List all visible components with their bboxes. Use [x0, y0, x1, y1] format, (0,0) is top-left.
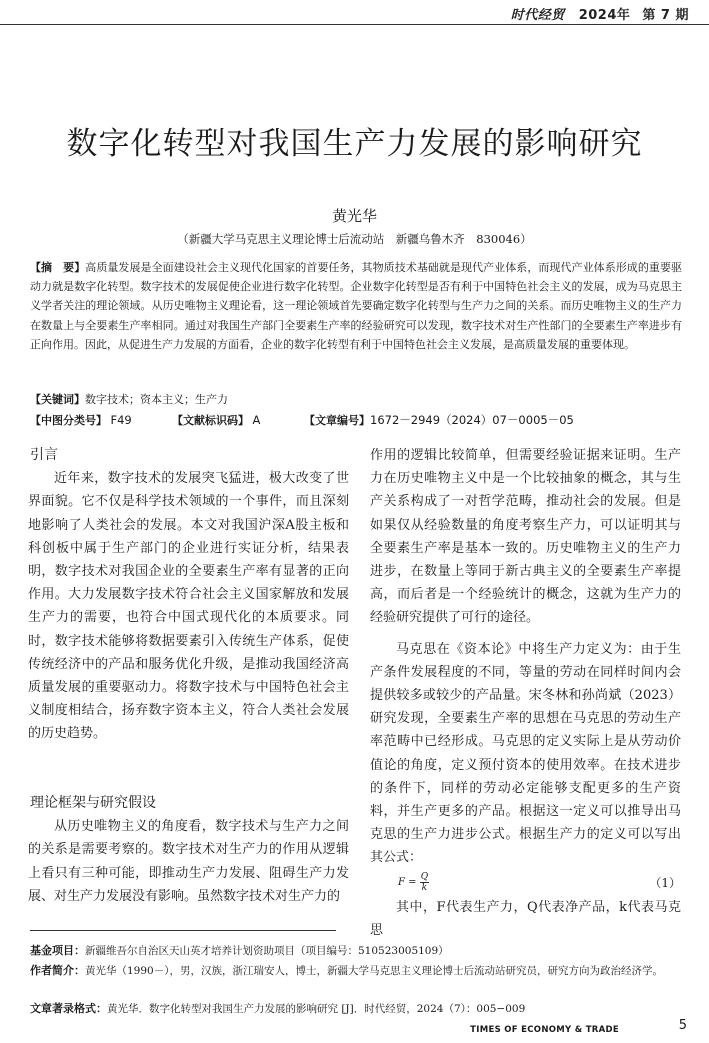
abstract-text: 高质量发展是全面建设社会主义现代化国家的首要任务，其物质技术基础就是现代产业体系，而现代产业体系形成的重要驱动力就是数字化转型。数字技术的发展促使企业进行数字化转型。企业数字化转型是否有利于中国特色社会主义的发展，成为马克思主义学者关注的理论领域。从历史唯物主义理论看，这一理论领域首先要确定数字化转型与生产力之间的关系。而历史唯物主义的生产力在数量上与全要素生产率相同。通过对我国生产部门全要素生产率的经验研究可以发现，数字技术对生产性部门的全要素生产率进步有正向作用。因此，从促进生产力发展的方面看，企业的数字化转型有利于中国特色社会主义发展，是高质量发展的重要体现。	[30, 261, 683, 351]
formula-denominator: k	[421, 882, 428, 893]
formula-1	[370, 870, 681, 896]
author-affiliation: （新疆大学马克思主义理论博士后流动站 新疆乌鲁木齐 830046）	[177, 232, 532, 246]
article-number-value: 1672－2949（2024）07－0005－05	[370, 413, 574, 427]
formula-lhs: F =	[398, 876, 417, 888]
section-heading-theory: 理论框架与研究假设	[30, 795, 156, 811]
clc-label: 【中图分类号】	[30, 414, 107, 427]
header-rule	[0, 24, 709, 25]
keywords	[30, 391, 228, 407]
journal-issue: 第 7 期	[642, 8, 689, 23]
citation-label: 文章著录格式：	[30, 1002, 107, 1015]
journal-name: 时代经贸	[510, 8, 565, 23]
footnote-fund	[30, 942, 682, 960]
author-name: 黄光华	[331, 207, 377, 225]
fund-label: 基金项目：	[30, 944, 85, 957]
theory-paragraph: 从历史唯物主义的角度看，数字技术与生产力之间的关系是需要考察的。数字技术对生产力的作用从逻辑上看只有三种可能，即推动生产力发展、阻碍生产力发展、对生产力发展没有影响。虽然数字技术对生产力的	[28, 819, 349, 904]
keywords-label: 【关键词】	[30, 393, 85, 406]
intro-paragraph: 近年来，数字技术的发展突飞猛进，极大改变了世界面貌。它不仅是科学技术领域的一个事件，而且深刻地影响了人类社会的发展。本文对我国沪深A股主板和科创板中属于生产部门的企业进行实证分析，结果表明，数字技术对我国企业的全要素生产率有显著的正向作用。大力发展数字技术符合社会主义国家解放和发展生产力的需要，也符合中国式现代化的本质要求。同时，数字技术能够将数据要素引入传统生产体系，促使传统经济中的产品和服务优化升级，是推动我国经济高质量发展的重要驱动力。将数字技术与中国特色社会主义制度相结合，扬弃数字资本主义，符合人类社会发展的历史趋势。	[28, 471, 349, 742]
column-left-lower	[28, 792, 349, 908]
abstract-label: 【摘 要】	[30, 261, 86, 274]
footnote-author	[30, 962, 682, 980]
column-right	[370, 444, 681, 942]
section-heading-intro: 引言	[30, 447, 58, 463]
journal-year: 2024年	[578, 8, 631, 23]
doc-code-value: A	[252, 413, 261, 427]
column-left	[28, 444, 349, 746]
classification-line	[30, 412, 574, 428]
article-number-label: 【文章编号】	[304, 414, 370, 427]
footnote-rule	[30, 930, 336, 931]
formula-fraction	[420, 872, 429, 893]
doc-code-label: 【文献标识码】	[172, 414, 249, 427]
article-title: 数字化转型对我国生产力发展的影响研究	[66, 126, 643, 162]
formula-numerator: Q	[420, 871, 429, 882]
citation-text: 黄光华．数字化转型对我国生产力发展的影响研究 [J]．时代经贸，2024（7）：005−009	[107, 1003, 526, 1015]
page-number: 5	[678, 1018, 687, 1033]
keywords-text: 数字技术；资本主义；生产力	[85, 393, 228, 406]
equation-number: （1）	[649, 875, 681, 890]
abstract	[30, 258, 682, 354]
formula-explanation: 其中，F代表生产力，Q代表净产品，k代表马克思	[370, 899, 681, 938]
marx-definition-paragraph: 马克思在《资本论》中将生产力定义为：由于生产条件发展程度的不同，等量的劳动在同样时间内会提供较多或较少的产品量。宋冬林和孙尚斌（2023）研究发现，全要素生产率的思想在马克思的劳动生产率范畴中已经形成。马克思的定义实际上是从劳动价值论的角度，定义预付资本的使用效率。在技术进步的条件下，同样的劳动必定能够支配更多的生产资料，并生产更多的产品。根据这一定义可以推导出马克思的生产力进步公式。根据生产力的定义可以写出其公式：	[370, 641, 681, 866]
journal-brand-footer: TIMES OF ECONOMY & TRADE	[470, 1025, 619, 1035]
clc-value: F49	[110, 413, 132, 427]
running-header	[511, 4, 689, 23]
author-info-text: 黄光华（1990－），男，汉族，浙江瑞安人，博士，新疆大学马克思主义理论博士后流动站研究员，研究方向为政治经济学。	[85, 965, 663, 977]
fund-text: 新疆维吾尔自治区天山英才培养计划资助项目（项目编号：510523005109）	[85, 945, 449, 957]
continued-paragraph: 作用的逻辑比较简单，但需要经验证据来证明。生产力在历史唯物主义中是一个比较抽象的概念，其与生产关系构成了一对哲学范畴，推动社会的发展。但是如果仅从经验数量的角度考察生产力，可以证明其与全要素生产率是基本一致的。历史唯物主义的生产力进步，在数量上等同于新古典主义的全要素生产率提高，而后者是一个经验统计的概念，这就为生产力的经验研究提供了可行的途径。	[370, 448, 681, 626]
author-info-label: 作者简介：	[30, 964, 85, 977]
footnote-citation	[30, 1000, 682, 1018]
